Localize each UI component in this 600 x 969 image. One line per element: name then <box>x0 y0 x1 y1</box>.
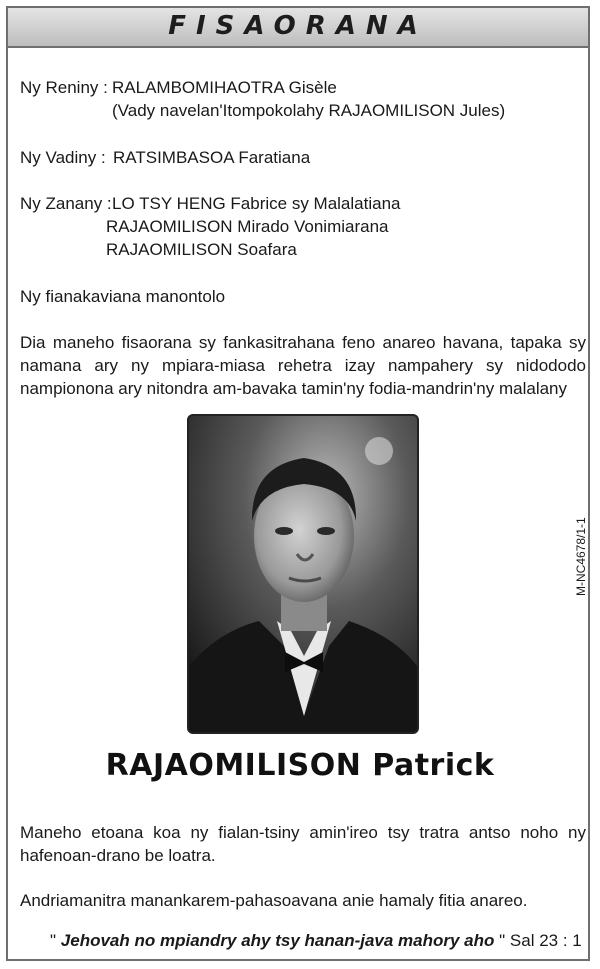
quote-reference: Sal 23 : 1 <box>509 931 582 950</box>
blessing-line: Andriamanitra manankarem-pahasoavana anie hamaly fitia anareo. <box>20 891 528 910</box>
quote-open-mark: " <box>50 931 57 950</box>
mother-label: Ny Reniny : <box>20 78 108 97</box>
bible-quote <box>50 931 582 951</box>
header-banner <box>8 8 588 48</box>
quote-verse: Jehovah no mpiandry ahy tsy hanan-java mahory aho <box>60 931 495 950</box>
reference-code: M-NC4678/1-1 <box>574 517 588 596</box>
portrait-image <box>189 416 417 732</box>
thanks-paragraph: Dia maneho fisaorana sy fankasitrahana feno anareo havana, tapaka sy namana ary ny mpiara-miasa rehetra izay nampahery sy nidododo nampionona ary nitondra am-bavaka tamin'ny fodia-mandrin'ny malalany <box>20 333 586 398</box>
portrait-photo <box>187 414 419 734</box>
mother-name: RALAMBOMIHAOTRA Gisèle <box>112 78 337 97</box>
relatives-line: Ny fianakaviana manontolo <box>20 287 226 306</box>
child-name: LO TSY HENG Fabrice sy Malalatiana <box>112 194 401 213</box>
apology-paragraph: Maneho etoana koa ny fialan-tsiny amin'ireo tsy tratra antso noho ny hafenoan-drano be loatra. <box>20 823 586 865</box>
deceased-name: RAJAOMILISON Patrick <box>105 748 495 783</box>
spouse-name: RATSIMBASOA Faratiana <box>113 148 311 167</box>
spouse-label: Ny Vadiny : <box>20 148 106 167</box>
child-name: RAJAOMILISON Mirado Vonimiarana <box>106 217 389 236</box>
children-label: Ny Zanany : <box>20 194 112 213</box>
quote-close-mark: " <box>499 931 506 950</box>
notice-title: FISAORANA <box>168 11 428 41</box>
child-name: RAJAOMILISON Soafara <box>106 240 297 259</box>
mother-note: (Vady navelan'Itompokolahy RAJAOMILISON Jules) <box>112 101 506 120</box>
